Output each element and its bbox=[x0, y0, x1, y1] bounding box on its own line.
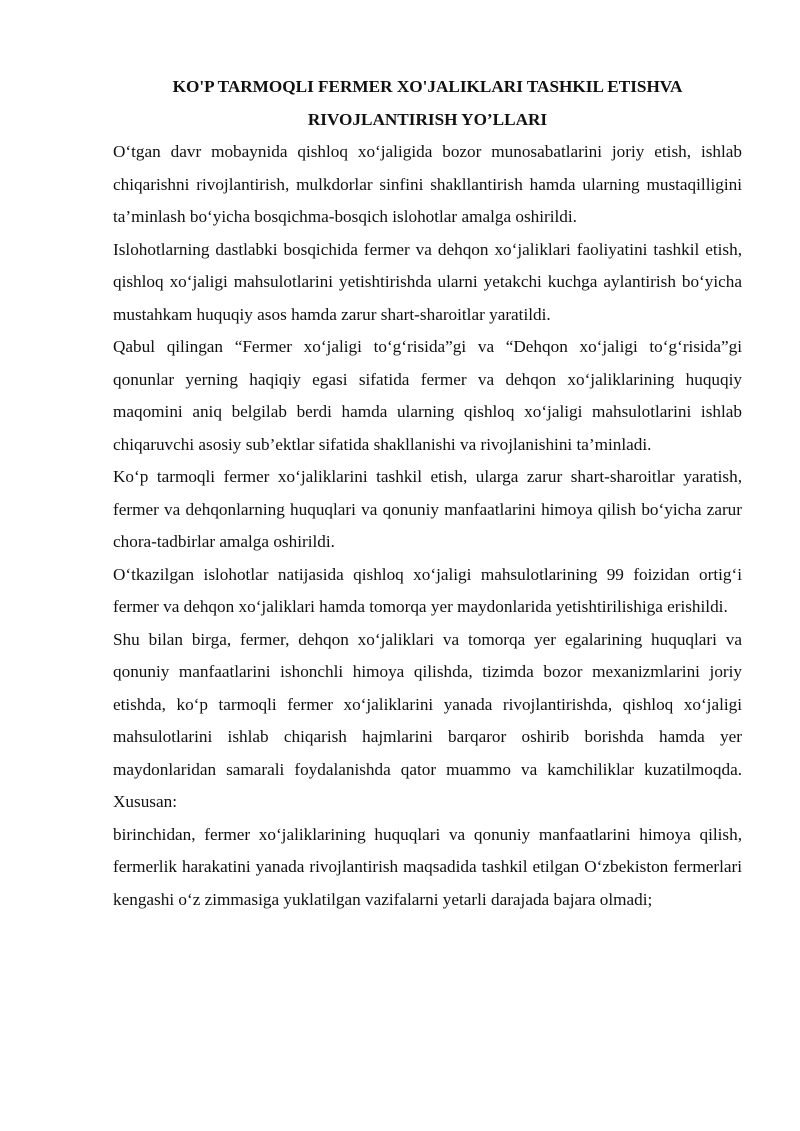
title-line-1: KO'P TARMOQLI FERMER XO'JALIKLARI TASHKIL ETISHVA bbox=[172, 77, 683, 96]
paragraph-2: Islohotlarning dastlabki bosqichida fermer va dehqon xo‘jaliklari faoliyatini tashkil etish, qishloq xo‘jaligi mahsulotlarini yetishtirishda ularni yetakchi kuchga aylantirish bo‘yicha mustahkam huquqiy asos hamda zarur shart-sharoitlar yaratildi. bbox=[113, 239, 742, 324]
paragraph-7: birinchidan, fermer xo‘jaliklarining huquqlari va qonuniy manfaatlarini himoya qilish, fermerlik harakatini yanada rivojlantirish maqsadida tashkil etilgan O‘zbekiston fermerlari kengashi o‘z zimmasiga yuklatilgan vazifalarni yetarli darajada bajara olmadi; bbox=[113, 824, 742, 909]
document-title bbox=[113, 70, 742, 136]
document-page bbox=[113, 70, 742, 916]
title-line-2: RIVOJLANTIRISH YO’LLARI bbox=[307, 110, 548, 129]
paragraph-6: Shu bilan birga, fermer, dehqon xo‘jaliklari va tomorqa yer egalarining huquqlari va qonuniy manfaatlarini ishonchli himoya qilishda, tizimda bozor mexanizmlarini joriy etishda, ko‘p tarmoqli fermer xo‘jaliklarini yanada rivojlantirishda, qishloq xo‘jaligi mahsulotlarini ishlab chiqarish hajmlarini barqaror oshirib borishda hamda yer maydonlaridan samarali foydalanishda qator muammo va kamchiliklar kuzatilmoqda. Xususan: bbox=[113, 629, 742, 811]
paragraph-3: Qabul qilingan “Fermer xo‘jaligi to‘g‘risida”gi va “Dehqon xo‘jaligi to‘g‘risida”gi qonunlar yerning haqiqiy egasi sifatida fermer va dehqon xo‘jaliklarining huquqiy maqomini aniq belgilab berdi hamda ularning qishloq xo‘jaligi mahsulotlarini ishlab chiqaruvchi asosiy sub’ektlar sifatida shakllanishi va rivojlanishini ta’minladi. bbox=[113, 337, 742, 454]
paragraph-4: Ko‘p tarmoqli fermer xo‘jaliklarini tashkil etish, ularga zarur shart-sharoitlar yaratish, fermer va dehqonlarning huquqlari va qonuniy manfaatlarini himoya qilish bo‘yicha zarur chora-tadbirlar amalga oshirildi. bbox=[113, 467, 742, 551]
paragraph-5: O‘tkazilgan islohotlar natijasida qishloq xo‘jaligi mahsulotlarining 99 foizidan ortig‘i fermer va dehqon xo‘jaliklari hamda tomorqa yer maydonlarida yetishtirilishiga erishildi. bbox=[113, 564, 742, 616]
paragraph-1: O‘tgan davr mobaynida qishloq xo‘jaligida bozor munosabatlarini joriy etish, ishlab chiqarishni rivojlantirish, mulkdorlar sinfini shakllantirish hamda ularning mustaqilligini ta’minlash bo‘yicha bosqichma-bosqich islohotlar amalga oshirildi. bbox=[113, 142, 742, 226]
